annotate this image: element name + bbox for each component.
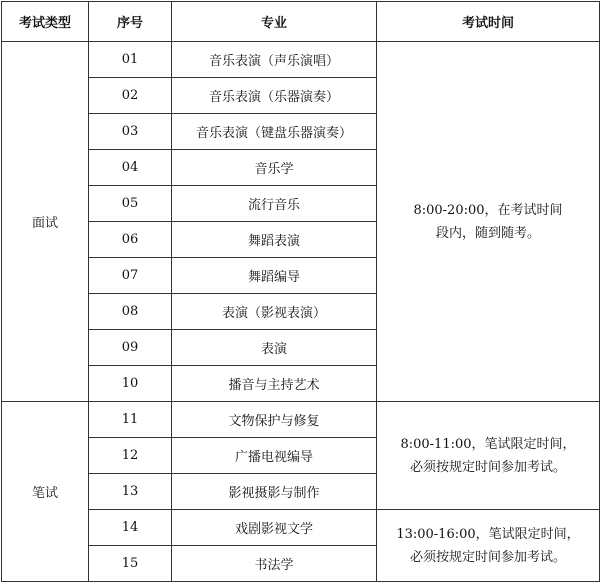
header-exam-time: 考试时间 <box>377 2 600 42</box>
exam-time-cell <box>377 42 600 402</box>
number-cell: 04 <box>89 150 172 186</box>
major-cell: 广播电视编导 <box>172 438 377 474</box>
major-cell: 播音与主持艺术 <box>172 366 377 402</box>
table-row <box>2 42 600 78</box>
number-cell: 08 <box>89 294 172 330</box>
exam-time-text: 8:00-11:00，笔试限定时间，必须按规定时间参加考试。 <box>400 436 576 475</box>
exam-time-text: 13:00-16:00，笔试限定时间，必须按规定时间参加考试。 <box>396 526 580 565</box>
header-row <box>2 2 600 42</box>
major-cell: 音乐表演（乐器演奏） <box>172 78 377 114</box>
major-cell: 文物保护与修复 <box>172 402 377 438</box>
number-cell: 07 <box>89 258 172 294</box>
number-cell: 01 <box>89 42 172 78</box>
exam-time-cell <box>377 510 600 582</box>
number-cell: 05 <box>89 186 172 222</box>
exam-time-text: 8:00-20:00，在考试时间段内，随到随考。 <box>413 202 563 241</box>
major-cell: 舞蹈编导 <box>172 258 377 294</box>
major-cell: 音乐表演（键盘乐器演奏） <box>172 114 377 150</box>
exam-type-cell: 笔试 <box>2 402 89 582</box>
major-cell: 书法学 <box>172 546 377 582</box>
major-cell: 音乐表演（声乐演唱） <box>172 42 377 78</box>
major-cell: 舞蹈表演 <box>172 222 377 258</box>
header-exam-type: 考试类型 <box>2 2 89 42</box>
number-cell: 15 <box>89 546 172 582</box>
major-cell: 流行音乐 <box>172 186 377 222</box>
number-cell: 11 <box>89 402 172 438</box>
number-cell: 03 <box>89 114 172 150</box>
major-cell: 表演 <box>172 330 377 366</box>
major-cell: 影视摄影与制作 <box>172 474 377 510</box>
number-cell: 14 <box>89 510 172 546</box>
number-cell: 02 <box>89 78 172 114</box>
major-cell: 戏剧影视文学 <box>172 510 377 546</box>
header-major: 专业 <box>172 2 377 42</box>
header-number: 序号 <box>89 2 172 42</box>
major-cell: 表演（影视表演） <box>172 294 377 330</box>
number-cell: 09 <box>89 330 172 366</box>
number-cell: 06 <box>89 222 172 258</box>
table-row <box>2 510 600 546</box>
number-cell: 12 <box>89 438 172 474</box>
major-cell: 音乐学 <box>172 150 377 186</box>
exam-type-cell: 面试 <box>2 42 89 402</box>
number-cell: 13 <box>89 474 172 510</box>
number-cell: 10 <box>89 366 172 402</box>
table-row <box>2 402 600 438</box>
exam-schedule-table <box>1 1 600 582</box>
exam-time-cell <box>377 402 600 510</box>
